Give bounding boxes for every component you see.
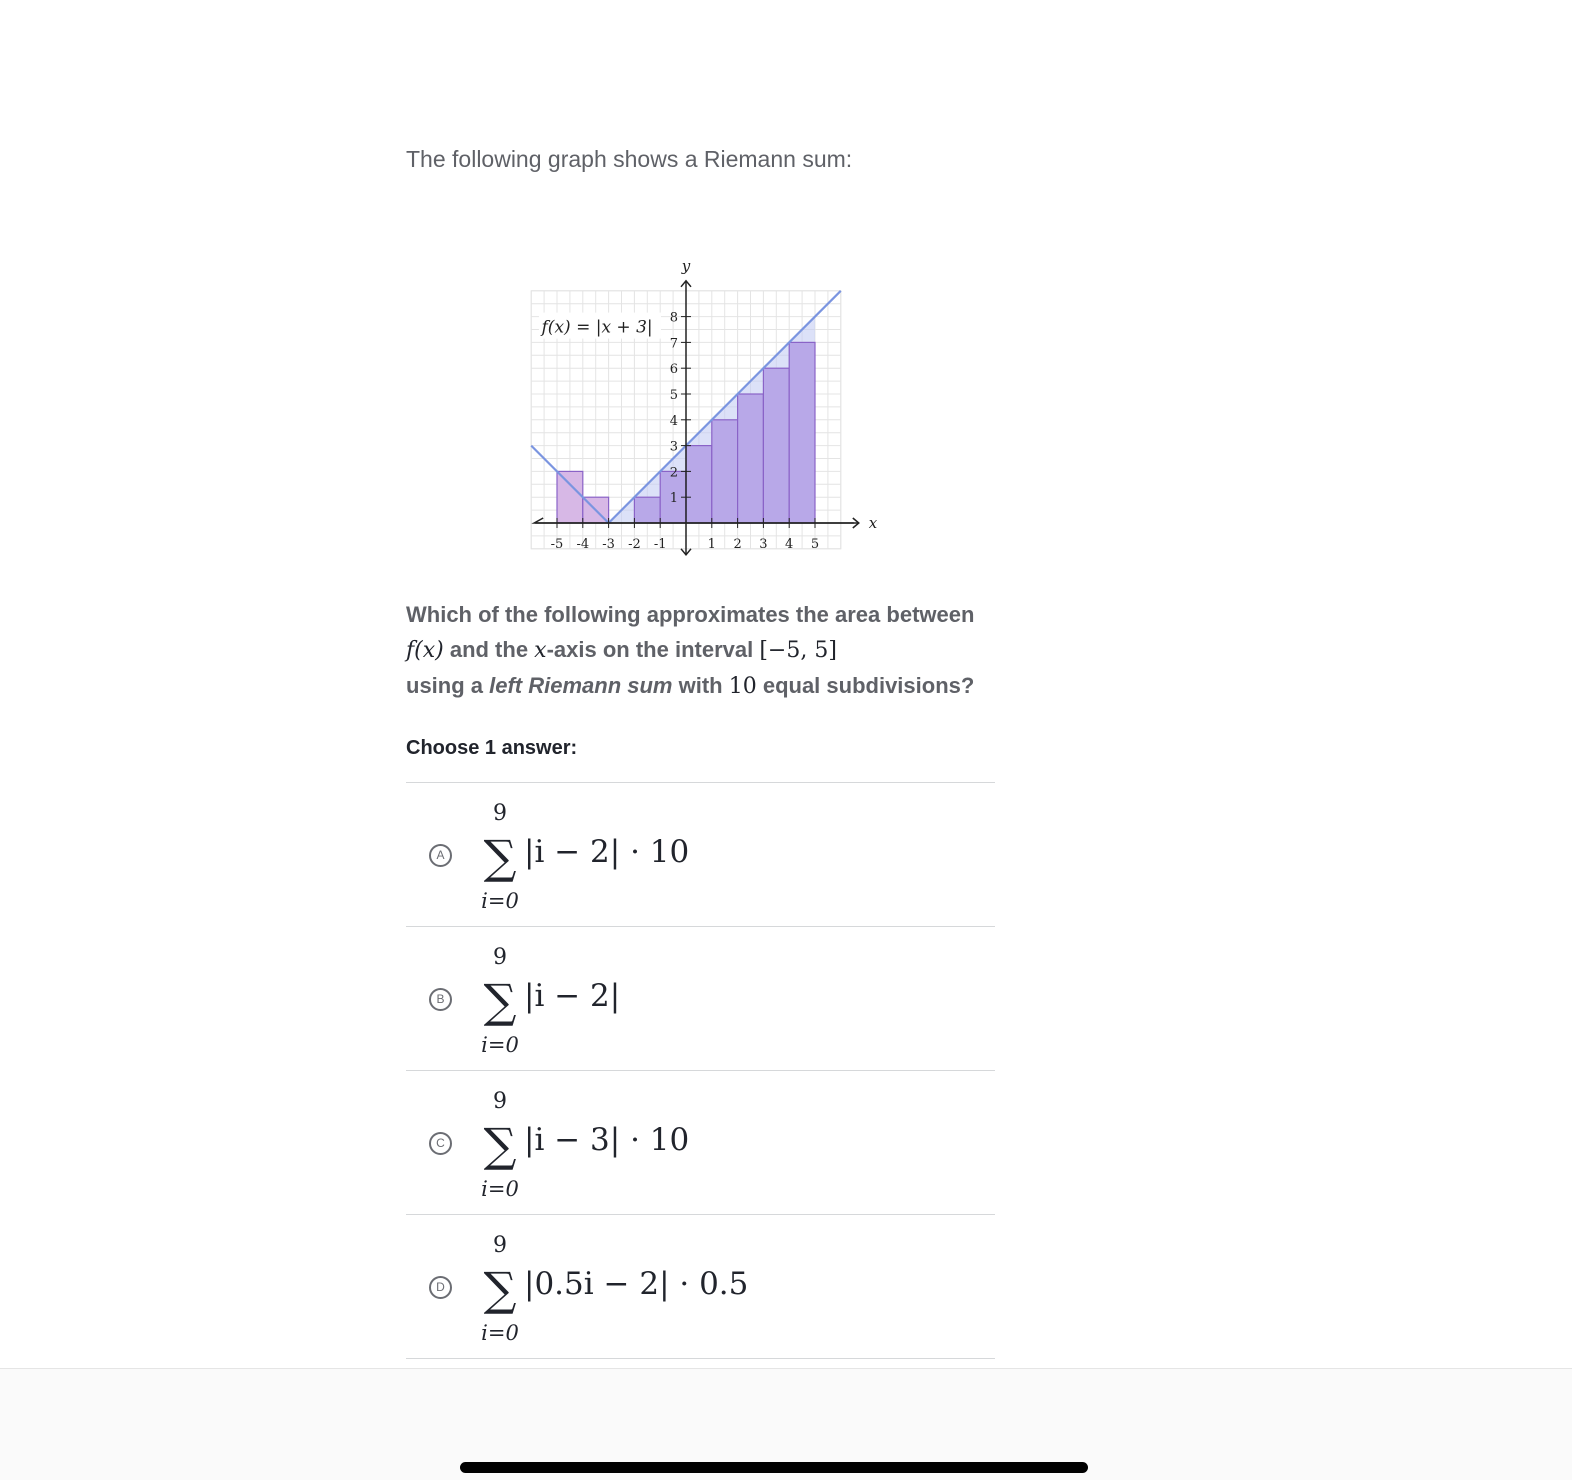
sum-lower-limit: i=0 xyxy=(481,889,519,913)
sum-lower-limit: i=0 xyxy=(481,1321,519,1345)
riemann-rectangle xyxy=(738,394,764,523)
x-symbol: x xyxy=(534,638,547,663)
x-axis-label: x xyxy=(868,514,878,532)
riemann-rectangle xyxy=(634,497,660,523)
summation xyxy=(476,945,524,1057)
x-tick-label: 5 xyxy=(810,537,820,552)
y-axis-label: y xyxy=(681,256,691,275)
question-text xyxy=(406,597,1006,704)
interval: [−5, 5] xyxy=(759,638,837,663)
riemann-rectangle xyxy=(763,368,789,523)
choice-a-radio[interactable]: A xyxy=(429,844,452,867)
home-indicator[interactable] xyxy=(460,1462,1088,1473)
sigma-icon: ∑ xyxy=(483,1118,517,1172)
sigma-icon: ∑ xyxy=(483,830,517,884)
sum-upper-limit: 9 xyxy=(493,801,507,826)
choice-expression: |i − 2| xyxy=(524,978,621,1014)
x-tick-label: -5 xyxy=(550,537,564,552)
function-symbol: f(x) xyxy=(406,638,444,663)
question-part: equal subdivisions? xyxy=(756,673,975,698)
question-part: -axis on the interval xyxy=(546,637,760,662)
riemann-rectangle xyxy=(686,446,712,523)
choice-c-radio[interactable]: C xyxy=(429,1132,452,1155)
x-tick-label: -4 xyxy=(576,537,590,552)
intro-text: The following graph shows a Riemann sum: xyxy=(406,146,853,172)
summation xyxy=(476,1089,524,1201)
choice-expression: |0.5i − 2| · 0.5 xyxy=(524,1266,749,1302)
x-tick-label: 2 xyxy=(733,537,742,552)
y-tick-label: 1 xyxy=(669,491,678,507)
riemann-rectangle xyxy=(557,471,583,523)
sum-upper-limit: 9 xyxy=(493,945,507,970)
sum-lower-limit: i=0 xyxy=(481,1033,519,1057)
choose-label: Choose 1 answer: xyxy=(406,737,578,759)
sum-lower-limit: i=0 xyxy=(481,1177,519,1201)
y-tick-label: 4 xyxy=(669,413,678,429)
choice-expression: |i − 2| · 10 xyxy=(524,834,690,870)
sigma-icon: ∑ xyxy=(483,1262,517,1316)
choice-d[interactable] xyxy=(406,1215,995,1359)
sigma-icon: ∑ xyxy=(483,974,517,1028)
choice-d-radio[interactable]: D xyxy=(429,1276,452,1299)
choice-a[interactable] xyxy=(406,783,995,927)
x-tick-label: 1 xyxy=(707,537,716,552)
x-tick-label: -2 xyxy=(628,537,641,552)
riemann-rectangle xyxy=(789,342,815,523)
y-tick-label: 3 xyxy=(669,439,678,455)
question-part: and the xyxy=(443,637,535,662)
x-tick-label: 4 xyxy=(785,537,794,552)
choice-list xyxy=(406,782,995,1359)
graph-svg xyxy=(520,210,878,560)
subdivision-count: 10 xyxy=(728,674,757,699)
x-tick-label: -3 xyxy=(602,537,615,552)
sum-upper-limit: 9 xyxy=(493,1233,507,1258)
riemann-rectangle xyxy=(712,420,738,523)
summation xyxy=(476,1233,524,1345)
question-part: using a xyxy=(406,673,490,698)
choice-b-radio[interactable]: B xyxy=(429,988,452,1011)
emphasis-text: left Riemann sum xyxy=(489,673,673,698)
choice-expression: |i − 3| · 10 xyxy=(524,1122,690,1158)
choice-c[interactable] xyxy=(406,1071,995,1215)
summation xyxy=(476,801,524,913)
y-tick-label: 7 xyxy=(669,336,678,352)
x-tick-label: -1 xyxy=(653,537,667,552)
question-part: with xyxy=(672,673,729,698)
function-label: f(x) = |x + 3| xyxy=(541,317,653,338)
y-tick-label: 8 xyxy=(669,310,678,326)
x-tick-label: 3 xyxy=(759,537,768,552)
choice-b[interactable] xyxy=(406,927,995,1071)
sum-upper-limit: 9 xyxy=(493,1089,507,1114)
y-tick-label: 5 xyxy=(669,388,678,403)
y-tick-label: 6 xyxy=(669,362,678,378)
riemann-graph xyxy=(520,210,878,565)
question-part: Which of the following approximates the area between xyxy=(406,602,975,627)
y-tick-label: 2 xyxy=(669,465,678,481)
